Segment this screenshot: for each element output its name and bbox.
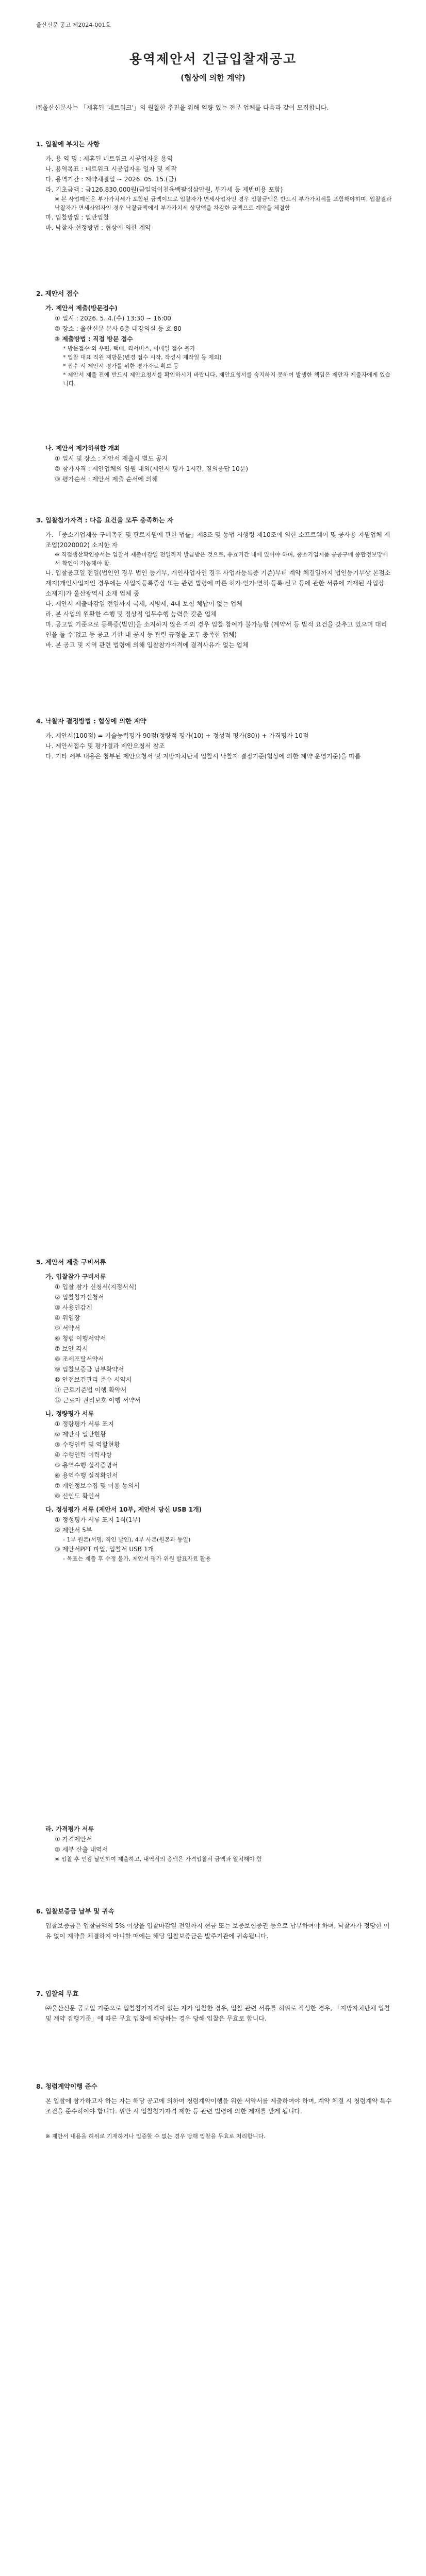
list-item: ④ 수행인력 이력사항	[55, 1451, 112, 1459]
list-item: ② 제안서 5부	[55, 1527, 92, 1534]
list-item: 나. 용역목표 : 네트워크 시공업자용 일자 및 제작	[45, 165, 177, 173]
list-item: 가. 「중소기업제품 구매촉진 및 판로지원에 관한 법률」제8조 및 동법 시행령 제10조에 의한 소프트웨어 및 공사용 지원업체 제조업(2020002) 소지한 자	[45, 531, 390, 549]
list-item: ③ 제출방법 : 직접 방문 접수	[55, 335, 133, 343]
note-item: * 제안서 제출 전에 반드시 제안요청서를 확인하시기 바랍니다. 제안요청서를 숙지하지 못하여 발생한 책임은 제안자 제출자에게 있습니다.	[63, 371, 391, 387]
list-item: 다. 기타 세부 내용은 첨부된 제안요청서 및 지방자치단체 입찰시 낙찰자 결정기준(협상에 의한 계약 운영기준)을 따름	[45, 753, 361, 760]
list-item: ③ 수행인력 및 역할현황	[55, 1441, 120, 1448]
list-item: ⑩ 안전보건관리 준수 서약서	[55, 1376, 132, 1383]
paragraph: 본 입찰에 참가하고자 하는 자는 해당 공고에 의하여 청렴계약이행을 위한 서약서를 제출하여야 하며, 계약 체결 시 청렴계약 특수조건을 준수하여야 합니다. 위반 시 입찰참가자격 제한 등 관련 법령에 의한 제재를 받게 됩니다.	[45, 2097, 392, 2115]
intro-paragraph: ㈜울산신문사는 「제휴된 '네트워크'」의 원활한 추진을 위해 역량 있는 전문 업체를 다음과 같이 모집합니다.	[36, 104, 329, 111]
list-item: ② 세부 산출 내역서	[55, 1846, 108, 1853]
list-item: ③ 평가순서 : 제안서 제출 순서에 의해	[55, 476, 158, 483]
subsection-heading: 가. 제안서 제출(방문접수)	[45, 304, 118, 312]
list-item: ⑫ 근로자 권리보호 이행 서약서	[55, 1397, 141, 1404]
list-item: ⑧ 신인도 확인서	[55, 1493, 100, 1500]
section-5	[36, 1257, 392, 1563]
note-item: * 입찰 대표 직원 재방문(변경 접수 시작, 작성시 제작일 등 제외)	[63, 354, 222, 361]
list-item: ⑦ 개인정보수집 및 이용 동의서	[55, 1482, 140, 1489]
section-heading: 1. 입찰에 부치는 사항	[36, 140, 100, 148]
section-2b	[36, 443, 392, 484]
note-item: ※ 입찰 후 인감 날인하여 제출하고, 내역서의 총액은 가격입찰서 금액과 일치해야 함	[55, 1856, 262, 1862]
subsection-heading: 가. 입찰참가 구비서류	[45, 1273, 106, 1280]
list-item: ① 일시 : 2026. 5. 4.(수) 13:30 ~ 16:00	[55, 315, 171, 322]
list-item: 라. 기초금액 : 금126,830,000원(금일억이천육백팔십삼만원, 부가세 등 제반비용 포함)	[45, 186, 283, 193]
section-6	[36, 1906, 392, 1941]
list-item: ① 정량평가 서류 표지	[55, 1420, 114, 1428]
subsection-heading: 나. 정량평가 서류	[45, 1410, 94, 1417]
section-heading: 4. 낙찰자 결정방법 : 협상에 의한 계약	[36, 717, 146, 725]
list-item: 나. 입찰공고일 전일(법인인 경우 법인 등기부, 개인사업자인 경우 사업자등록증 기준)부터 계약 체결일까지 법인등기부상 본점소재지(개인사업자인 경우에는 사업자등록증상 또는 관련 법령에 따른 허가·인가·면허·등록·신고 등에 관한 서류에 기재된 사업장 소재지)가 울산광역시 소재 업체 중	[45, 569, 391, 597]
list-item: 다. 용역기간 : 계약체결일 ~ 2026. 05. 15.(금)	[45, 176, 177, 183]
subsection-heading: 다. 정성평가 서류 (제안서 10부, 제안서 당신 USB 1개)	[45, 1506, 202, 1513]
section-heading: 5. 제안서 제출 구비서류	[36, 1258, 106, 1266]
list-item: ⑪ 근로기준법 이행 확약서	[55, 1386, 127, 1394]
list-item: ① 입찰 참가 신청서(지정서식)	[55, 1283, 137, 1291]
page-subtitle: (협상에 의한 계약)	[181, 73, 245, 82]
section-4	[36, 716, 392, 761]
note-item: - 목표는 제출 후 수정 불가, 제안서 평가 위원 발표자료 활용	[63, 1555, 211, 1562]
note-item: - 1부 원본(서명, 직인 날인), 4부 사본(원본과 동일)	[63, 1536, 191, 1543]
note-item: ※ 제안서 내용을 허위로 기재하거나 입증할 수 없는 경우 당해 입찰을 무효로 처리합니다.	[45, 2133, 266, 2140]
list-item: ⑨ 입찰보증금 납부확약서	[55, 1366, 124, 1373]
section-1	[36, 139, 392, 233]
list-item: 마. 공고일 기준으로 등록증(법인)을 소지하지 않은 자의 경우 입찰 참여가 불가능함 (계약서 등 법적 요건을 갖추고 있으며 대리인을 둘 수 없고 등 공고 기한 내 공지 등 관련 규정을 모두 충족한 업체)	[45, 621, 387, 638]
list-item: ④ 위임장	[55, 1314, 80, 1321]
page-title: 용역제안서 긴급입찰재공고	[129, 52, 297, 66]
note-item: ※ 직접생산확인증서는 입찰서 제출마감일 전일까지 발급받은 것으로, 유효기간 내에 있어야 하며, 중소기업제품 공공구매 종합정보망에서 확인이 가능해야 함.	[55, 551, 388, 567]
subsection-heading: 나. 제안서 제가하위한 개최	[45, 445, 120, 452]
list-item: 다. 제안서 제출마감일 전일까지 국세, 지방세, 4대 보험 체납이 없는 업체	[45, 600, 242, 607]
list-item: ① 가격제안서	[55, 1836, 92, 1843]
list-item: ② 참가자격 : 제안업체의 임원 내외(제안서 평가 1시간, 질의응답 10분)	[55, 465, 249, 472]
list-item: 바. 본 공고 및 지역 관련 법령에 의해 입찰참가자격에 결격사유가 없는 업체	[45, 641, 249, 649]
note-item: ※ 본 사업예산은 부가가치세가 포함된 금액이므로 입찰자가 면세사업자인 경우 입찰금액은 반드시 부가가치세를 포함해야하며, 입찰결과 낙찰자가 면세사업자인 경우 낙찰금액에서 부가가치세 상당액을 차감한 금액으로 계약을 체결함	[55, 196, 392, 211]
list-item: ③ 제안서PPT 파일, 입찰서 USB 1개	[55, 1546, 154, 1553]
paragraph: ㈜울산신문 공고일 기준으로 입찰참가자격이 없는 자가 입찰한 경우, 입찰 관련 서류를 허위로 작성한 경우, 「지방자치단체 입찰 및 계약 집행기준」에 따른 무효 입찰에 해당하는 경우 당해 입찰은 무효로 합니다.	[45, 2005, 390, 2022]
list-item: ⑤ 서약서	[55, 1325, 80, 1332]
section-2	[36, 289, 392, 388]
section-5d	[36, 1824, 392, 1863]
section-heading: 7. 입찰의 무효	[36, 1990, 79, 1997]
section-7	[36, 1989, 392, 2024]
list-item: ② 입찰참가신청서	[55, 1294, 104, 1301]
section-8	[36, 2081, 392, 2141]
list-item: ⑦ 보안 각서	[55, 1345, 88, 1352]
section-heading: 3. 입찰참가자격 : 다음 요건을 모두 충족하는 자	[36, 516, 174, 524]
section-heading: 2. 제안서 접수	[36, 290, 79, 297]
paragraph: 입찰보증금은 입찰금액의 5% 이상을 입찰마감일 전일까지 현금 또는 보증보험증권 등으로 납부하여야 하며, 낙찰자가 정당한 이유 없이 계약을 체결하지 아니할 때에는 해당 입찰보증금은 발주기관에 귀속됩니다.	[45, 1922, 390, 1940]
list-item: 나. 제안서접수 및 평가결과 제안요청서 참조	[45, 742, 165, 750]
list-item: ② 장소 : 울산신문 본사 6층 대강의실 등 호 80	[55, 325, 182, 332]
list-item: ② 제안사 일반현황	[55, 1431, 106, 1438]
list-item: ⑤ 용역수행 실적증명서	[55, 1462, 118, 1469]
section-heading: 6. 입찰보증금 납부 및 귀속	[36, 1907, 114, 1915]
note-item: * 접수 시 제안서 평가를 위한 평가자료 확보 등	[63, 363, 179, 369]
section-heading: 8. 청렴계약이행 준수	[36, 2082, 97, 2090]
list-item: 라. 본 사업의 원활한 수행 및 정상적 업무수행 능력을 갖춘 업체	[45, 611, 217, 618]
list-item: ⑥ 용역수행 실적확인서	[55, 1472, 118, 1479]
list-item: 바. 낙찰자 선정방법 : 협상에 의한 계약	[45, 224, 151, 231]
list-item: ③ 사용인감계	[55, 1304, 92, 1311]
list-item: 가. 용 역 명 : 제휴된 네트워크 시공업자용 용역	[45, 155, 173, 162]
list-item: 마. 입찰방법 : 일반입찰	[45, 214, 109, 221]
notice-number: 울산신문 공고 제2024-001호	[36, 22, 111, 28]
note-item: * 방문접수 외 우편, 택배, 퀵서비스, 이메일 접수 불가	[63, 345, 195, 352]
list-item: ⑥ 청렴 이행서약서	[55, 1335, 106, 1342]
list-item: ① 일시 및 장소 : 제안서 제출시 별도 공지	[55, 455, 168, 462]
list-item: ⑧ 조세포탈서약서	[55, 1355, 104, 1363]
list-item: 가. 제안서(100점) = 기술능력평가 90점(정량적 평가(10) + 정성적 평가(80)) + 가격평가 10점	[45, 732, 309, 739]
list-item: ① 정성평가 서류 표지 1식(1부)	[55, 1516, 141, 1523]
subsection-heading: 라. 가격평가 서류	[45, 1825, 94, 1833]
section-3	[36, 515, 392, 650]
